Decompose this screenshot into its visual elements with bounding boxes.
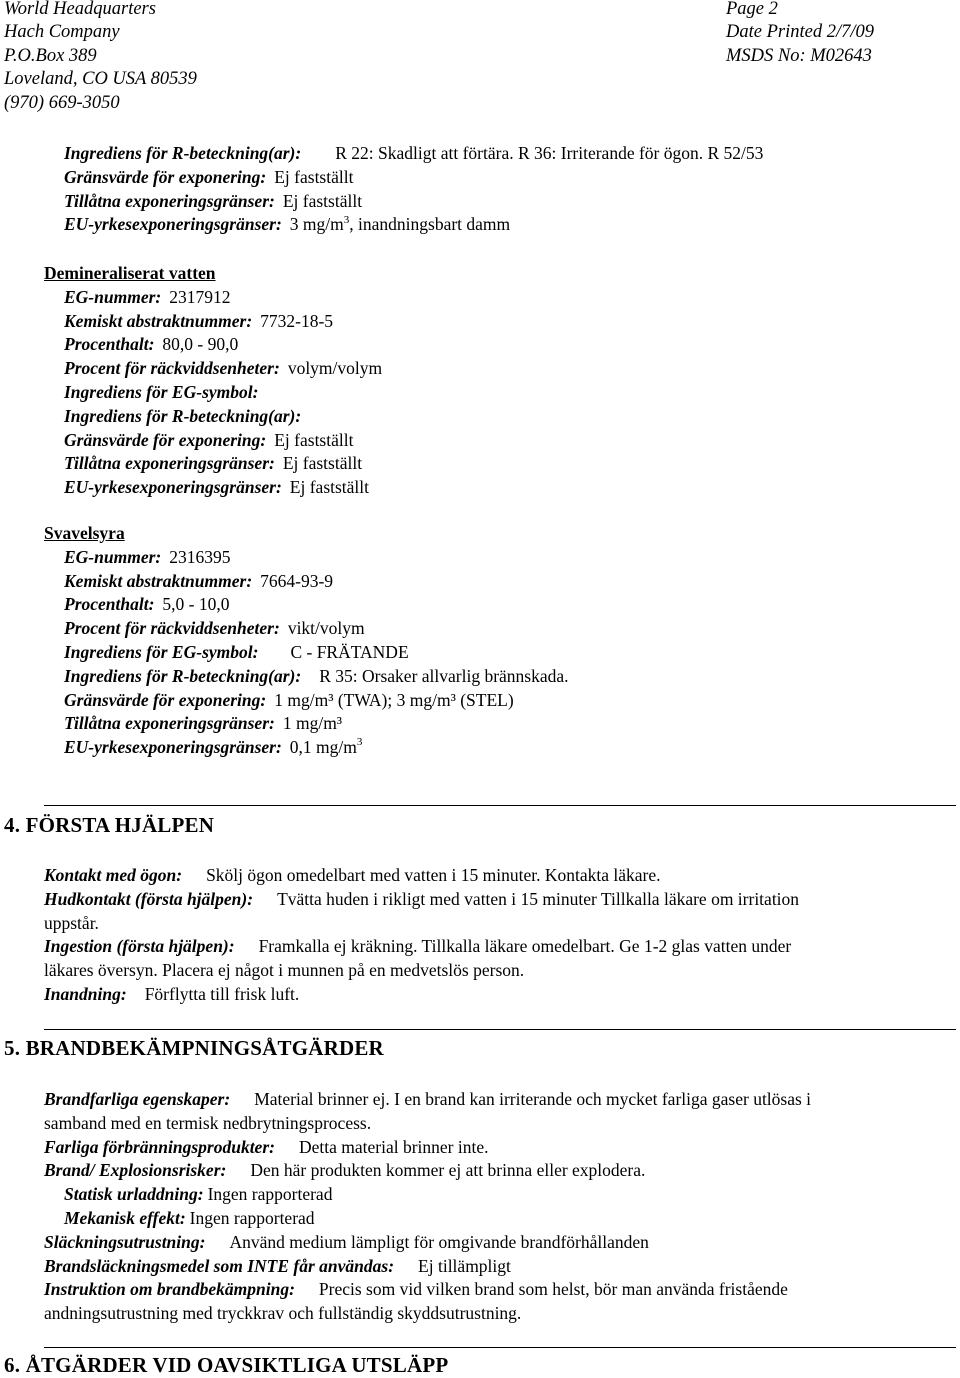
percent-unit-row — [64, 357, 382, 381]
section-divider — [44, 805, 956, 806]
eg-number-value: 2316395 — [169, 546, 231, 567]
unsuitable-media-row — [44, 1255, 958, 1279]
r-phrase-label: Ingrediens för R-beteckning(ar): — [64, 405, 302, 426]
eu-limit-value — [290, 737, 363, 757]
r-phrase-value: R 22: Skadligt att förtära. R 36: Irriterande för ögon. R 52/53 — [335, 143, 764, 163]
percent-row — [64, 593, 569, 617]
component-sulfuric-acid — [44, 522, 569, 760]
firefighting-instructions-continuation: andningsutrustning med tryckkrav och fullständig skyddsutrustning. — [44, 1303, 522, 1324]
ingestion-continuation: läkares översyn. Placera ej något i munnen på en medvetslös person. — [44, 960, 525, 981]
flammability-row — [44, 1088, 958, 1112]
allowed-limit-row — [64, 712, 569, 736]
component-name: Demineraliserat vatten — [44, 263, 216, 283]
eg-symbol-label: Ingrediens för EG-symbol: — [64, 641, 259, 662]
static-discharge-row — [44, 1183, 958, 1207]
firefighting-block — [44, 1088, 958, 1326]
eu-limit-exponent: 3 — [356, 736, 363, 749]
combustion-products-value: Detta material brinner inte. — [298, 1136, 489, 1157]
eu-limit-label: EU-yrkesexponeringsgränser: — [64, 477, 282, 498]
exposure-limit-row — [64, 429, 382, 453]
firefighting-instructions-value: Precis som vid vilken brand som helst, bör man använda fristående — [318, 1279, 788, 1300]
skin-contact-value: Tvätta huden i rikligt med vatten i 15 minuter Tillkalla läkare om irritation — [277, 888, 800, 909]
allowed-limit-row — [64, 452, 382, 476]
address-line-4: Loveland, CO USA 80539 — [4, 69, 197, 90]
skin-contact-row — [44, 888, 958, 912]
explosion-risk-row — [44, 1159, 958, 1183]
ingestion-label: Ingestion (första hjälpen): — [44, 936, 235, 957]
eg-symbol-row — [64, 641, 569, 665]
static-discharge-label: Statisk urladdning: — [64, 1184, 204, 1205]
extinguishing-media-row — [44, 1231, 958, 1255]
msds-number: MSDS No: M02643 — [726, 45, 872, 66]
eg-symbol-row — [64, 381, 382, 405]
percent-value: 80,0 - 90,0 — [162, 334, 239, 355]
address-line-3: P.O.Box 389 — [4, 45, 97, 66]
eg-symbol-label: Ingrediens för EG-symbol: — [64, 381, 259, 402]
eye-contact-label: Kontakt med ögon: — [44, 865, 183, 885]
exposure-limit-label: Gränsvärde för exponering: — [64, 689, 267, 710]
allowed-limit-value: Ej fastställt — [282, 190, 363, 211]
allowed-limit-label: Tillåtna exponeringsgränser: — [64, 453, 275, 474]
allowed-limit-label: Tillåtna exponeringsgränser: — [64, 713, 275, 734]
section-divider — [44, 1347, 956, 1348]
static-discharge-value: Ingen rapporterad — [207, 1184, 333, 1205]
exposure-limit-label: Gränsvärde för exponering: — [64, 166, 267, 187]
cas-number-label: Kemiskt abstraktnummer: — [64, 570, 253, 591]
mechanical-impact-row — [44, 1207, 958, 1231]
eg-number-row — [64, 546, 569, 570]
mechanical-impact-label: Mekanisk effekt: — [64, 1207, 186, 1228]
percent-unit-value: vikt/volym — [287, 618, 365, 639]
percent-value: 5,0 - 10,0 — [162, 594, 230, 615]
cas-number-value: 7664-93-9 — [260, 570, 334, 591]
cas-number-row — [64, 570, 569, 594]
eu-limit-label: EU-yrkesexponeringsgränser: — [64, 737, 282, 758]
eu-limit-value: Ej fastställt — [289, 477, 370, 498]
percent-unit-label: Procent för räckviddsenheter: — [64, 358, 280, 379]
r-phrase-label: Ingrediens för R-beteckning(ar): — [64, 665, 302, 686]
eu-limit-row — [64, 213, 763, 237]
allowed-limit-row — [64, 190, 763, 214]
eg-number-row — [64, 286, 382, 310]
explosion-risk-label: Brand/ Explosionsrisker: — [44, 1160, 227, 1181]
eu-limit-value-main: 0,1 mg/m — [289, 737, 357, 758]
exposure-limit-label: Gränsvärde för exponering: — [64, 429, 267, 450]
exposure-limit-row — [64, 166, 763, 190]
mechanical-impact-value: Ingen rapporterad — [189, 1207, 315, 1228]
percent-label: Procenthalt: — [64, 334, 155, 355]
r-phrase-label: Ingrediens för R-beteckning(ar): — [64, 143, 302, 163]
r-phrase-row — [64, 142, 763, 166]
r-phrase-value: R 35: Orsaker allvarlig brännskada. — [319, 665, 569, 686]
firefighting-instructions-label: Instruktion om brandbekämpning: — [44, 1279, 295, 1300]
eu-limit-row — [64, 476, 382, 500]
ingestion-value: Framkalla ej kräkning. Tillkalla läkare omedelbart. Ge 1-2 glas vatten under — [258, 936, 792, 957]
date-printed: Date Printed 2/7/09 — [726, 22, 874, 43]
page-number: Page 2 — [726, 0, 778, 19]
eu-limit-value — [290, 214, 510, 234]
eye-contact-row — [44, 864, 958, 888]
flammability-continuation: samband med en termisk nedbrytningsprocess. — [44, 1112, 372, 1133]
combustion-products-row — [44, 1136, 958, 1160]
company-address — [4, 0, 197, 115]
document-info — [726, 0, 874, 68]
cas-number-row — [64, 310, 382, 334]
flammability-label: Brandfarliga egenskaper: — [44, 1089, 231, 1109]
percent-label: Procenthalt: — [64, 594, 155, 615]
eg-symbol-value: C - FRÄTANDE — [290, 641, 409, 662]
exposure-limit-value: Ej fastställt — [274, 166, 354, 187]
cas-number-value: 7732-18-5 — [260, 310, 334, 331]
section-4-title: 4. FÖRSTA HJÄLPEN — [4, 813, 215, 837]
section-6-title: 6. ÅTGÄRDER VID OAVSIKTLIGA UTSLÄPP — [4, 1353, 449, 1377]
eu-limit-value-main: 3 mg/m — [289, 214, 344, 235]
eu-limit-label: EU-yrkesexponeringsgränser: — [64, 214, 282, 235]
flammability-value: Material brinner ej. I en brand kan irriterande och mycket farliga gaser utlösas i — [254, 1089, 812, 1109]
address-line-5: (970) 669-3050 — [4, 92, 120, 113]
component-name: Svavelsyra — [44, 523, 125, 543]
extinguishing-media-label: Släckningsutrustning: — [44, 1231, 206, 1252]
percent-row — [64, 333, 382, 357]
eg-number-label: EG-nummer: — [64, 286, 162, 307]
section-divider — [44, 1029, 956, 1030]
eg-number-label: EG-nummer: — [64, 546, 162, 567]
inhalation-label: Inandning: — [44, 983, 127, 1004]
percent-unit-label: Procent för räckviddsenheter: — [64, 618, 280, 639]
skin-contact-label: Hudkontakt (första hjälpen): — [44, 888, 254, 909]
firefighting-instructions-row — [44, 1278, 958, 1302]
address-line-2: Hach Company — [4, 22, 120, 43]
explosion-risk-value: Den här produkten kommer ej att brinna eller explodera. — [250, 1160, 646, 1181]
address-line-1: World Headquarters — [4, 0, 156, 19]
eye-contact-value: Skölj ögon omedelbart med vatten i 15 minuter. Kontakta läkare. — [206, 865, 661, 885]
exposure-limit-row — [64, 689, 569, 713]
eu-limit-row — [64, 736, 569, 760]
inhalation-row — [44, 983, 958, 1007]
extinguishing-media-value: Använd medium lämpligt för omgivande brandförhållanden — [229, 1231, 649, 1252]
section-5-title: 5. BRANDBEKÄMPNINGSÅTGÄRDER — [4, 1036, 384, 1060]
exposure-limit-value: 1 mg/m³ (TWA); 3 mg/m³ (STEL) — [274, 689, 514, 710]
percent-unit-row — [64, 617, 569, 641]
allowed-limit-value: Ej fastställt — [282, 453, 363, 474]
ingestion-row — [44, 935, 958, 959]
r-phrase-row — [64, 665, 569, 689]
component-water — [44, 262, 382, 500]
eu-limit-exponent: 3 — [343, 213, 350, 226]
eu-limit-value-tail: , inandningsbart damm — [349, 214, 511, 235]
unsuitable-media-label: Brandsläckningsmedel som INTE får användas: — [44, 1255, 395, 1276]
exposure-limit-value: Ej fastställt — [274, 429, 354, 450]
eg-number-value: 2317912 — [169, 286, 231, 307]
inhalation-value: Förflytta till frisk luft. — [144, 983, 300, 1004]
cas-number-label: Kemiskt abstraktnummer: — [64, 310, 253, 331]
r-phrase-row — [64, 405, 382, 429]
skin-contact-continuation: uppstår. — [44, 912, 99, 933]
combustion-products-label: Farliga förbränningsprodukter: — [44, 1136, 275, 1157]
unsuitable-media-value: Ej tillämpligt — [418, 1255, 511, 1276]
allowed-limit-value: 1 mg/m³ — [282, 713, 343, 734]
allowed-limit-label: Tillåtna exponeringsgränser: — [64, 190, 275, 211]
first-aid-block — [44, 864, 958, 1007]
percent-unit-value: volym/volym — [287, 358, 383, 379]
prev-component-block — [64, 142, 763, 237]
